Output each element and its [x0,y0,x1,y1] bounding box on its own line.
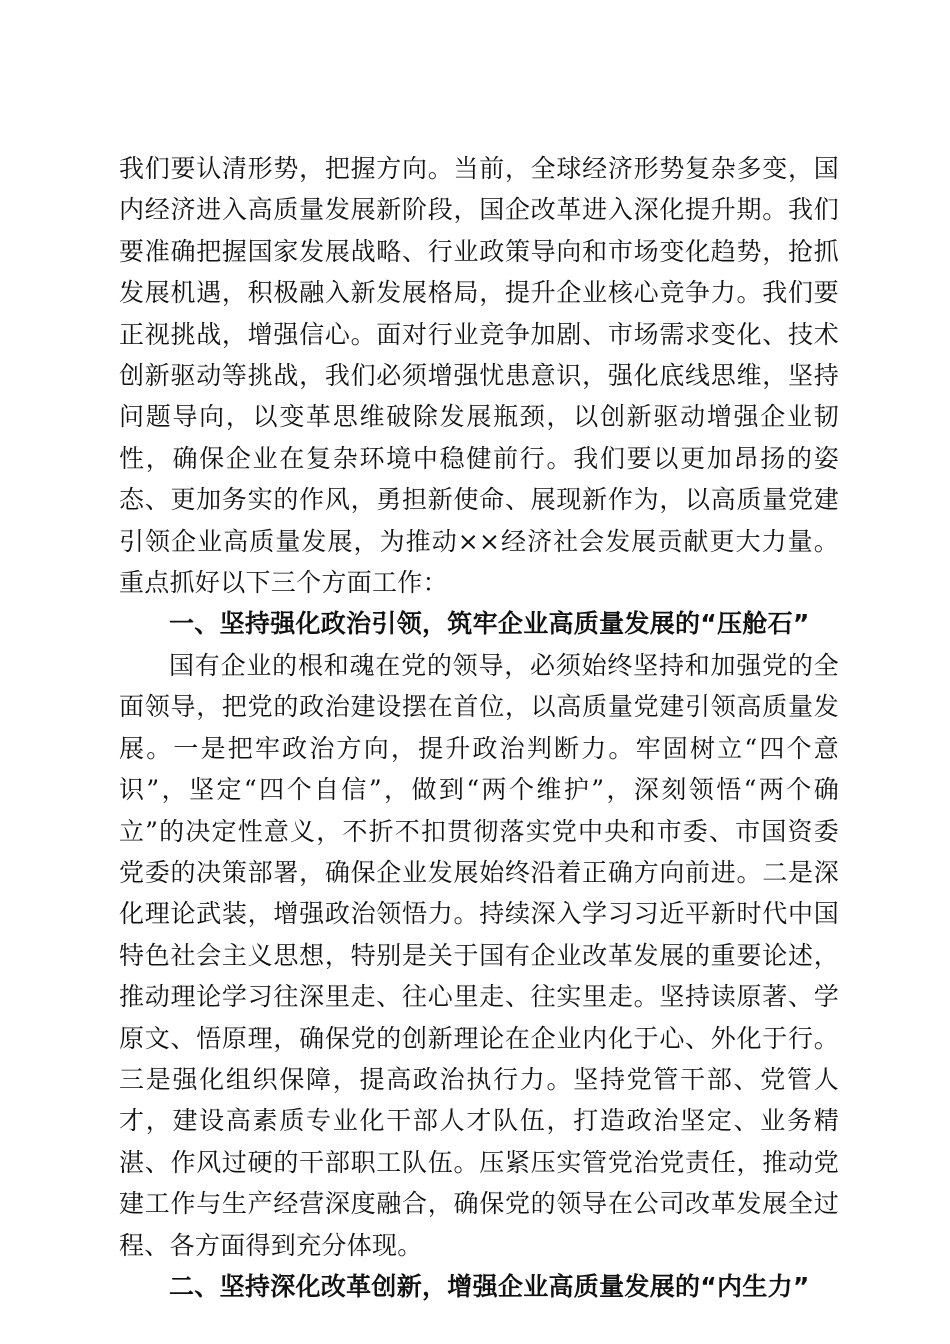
section-heading-2: 二、坚持深化改革创新，增强企业高质量发展的“内生力” [169,1271,810,1301]
section-1-paragraph: 国有企业的根和魂在党的领导，必须始终坚持和加强党的全面领导，把党的政治建设摆在首位，以高质量党建引领高质量发展。一是把牢政治方向，提升政治判断力。牢固树立“四个意识”，坚定“四个自信”，做到“两个维护”，深刻领悟“两个确立”的决定性意义，不折不扣贯彻落实党中央和市委、市国资委党委的决策部署，确保企业发展始终沿着正确方向前进。二是深化理论武装，增强政治领悟力。持续深入学习习近平新时代中国特色社会主义思想，特别是关于国有企业改革发展的重要论述，推动理论学习往深里走、往心里走、往实里走。坚持读原著、学原文、悟原理，确保党的创新理论在企业内化于心、外化于行。三是强化组织保障，提高政治执行力。坚持党管干部、党管人才，建设高素质专业化干部人才队伍，打造政治坚定、业务精湛、作风过硬的干部职工队伍。压紧压实管党治党责任，推动党建工作与生产经营深度融合，确保党的领导在公司改革发展全过程、各方面得到充分体现。 [119,650,839,1260]
section-heading-1: 一、坚持强化政治引领，筑牢企业高质量发展的“压舱石” [169,609,810,639]
document-page [119,148,839,1307]
intro-paragraph: 我们要认清形势，把握方向。当前，全球经济形势复杂多变，国内经济进入高质量发展新阶段，国企改革进入深化提升期。我们要准确把握国家发展战略、行业政策导向和市场变化趋势，抢抓发展机遇，积极融入新发展格局，提升企业核心竞争力。我们要正视挑战，增强信心。面对行业竞争加剧、市场需求变化、技术创新驱动等挑战，我们必须增强忧患意识，强化底线思维，坚持问题导向，以变革思维破除发展瓶颈，以创新驱动增强企业韧性，确保企业在复杂环境中稳健前行。我们要以更加昂扬的姿态、更加务实的作风，勇担新使命、展现新作为，以高质量党建引领企业高质量发展，为推动××经济社会发展贡献更大力量。重点抓好以下三个方面工作： [119,154,839,598]
